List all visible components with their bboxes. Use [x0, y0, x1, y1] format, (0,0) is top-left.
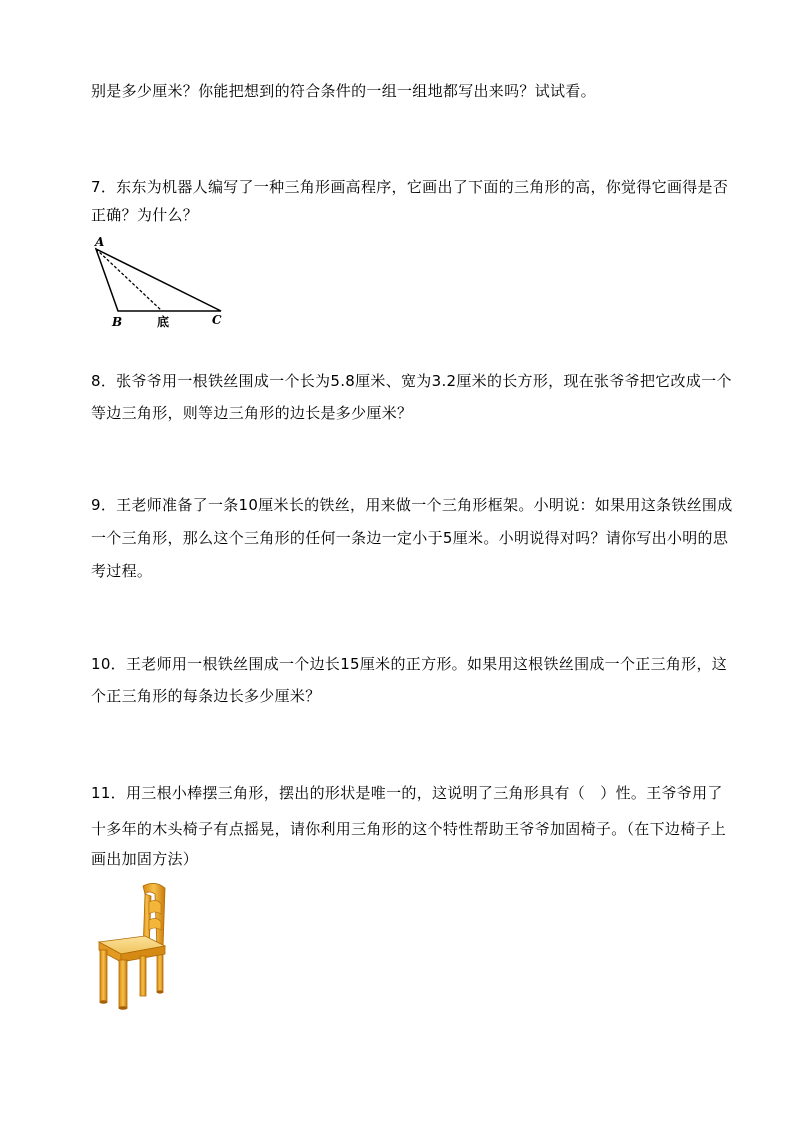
question-7-line-2: 正确？为什么？	[91, 206, 199, 224]
triangle-shape	[96, 249, 221, 311]
question-9-line-2: 一个三角形，那么这个三角形的任何一条边一定小于5厘米。小明说得对吗？请你写出小明的思	[91, 529, 729, 547]
vertex-c-label: C	[212, 313, 222, 327]
question-10-line-2: 个正三角形的每条边长多少厘米？	[91, 687, 321, 705]
question-9-line-1: 9．王老师准备了一条10厘米长的铁丝，用来做一个三角形框架。小明说：如果用这条铁丝围成	[91, 496, 733, 514]
drawn-height-dashed	[96, 249, 162, 311]
question-8-line-2: 等边三角形，则等边三角形的边长是多少厘米？	[91, 404, 413, 422]
question-11-line-1: 11．用三根小棒摆三角形，摆出的形状是唯一的，这说明了三角形具有（ ）性。王爷爷用了	[91, 784, 723, 802]
triangle-figure	[88, 236, 233, 332]
base-label: 底	[157, 315, 170, 329]
question-11-line-3: 画出加固方法）	[91, 850, 199, 868]
line-1: 别是多少厘米？你能把想到的符合条件的一组一组地都写出来吗？试试看。	[91, 82, 596, 100]
vertex-a-label: A	[95, 236, 105, 249]
question-10-line-1: 10．王老师用一根铁丝围成一个边长15厘米的正方形。如果用这根铁丝围成一个正三角形，这	[91, 655, 728, 673]
question-11-line-2: 十多年的木头椅子有点摇晃，请你利用三角形的这个特性帮助王爷爷加固椅子。（在下边椅子上	[91, 820, 727, 838]
question-8-line-1: 8．张爷爷用一根铁丝围成一个长为5.8厘米、宽为3.2厘米的长方形，现在张爷爷把它改成一个	[91, 372, 732, 390]
question-9-line-3: 考过程。	[91, 562, 153, 580]
wooden-chair-image	[93, 880, 183, 1010]
question-7-line-1: 7．东东为机器人编写了一种三角形画高程序，它画出了下面的三角形的高，你觉得它画得是否	[91, 178, 729, 196]
vertex-b-label: B	[112, 315, 123, 329]
